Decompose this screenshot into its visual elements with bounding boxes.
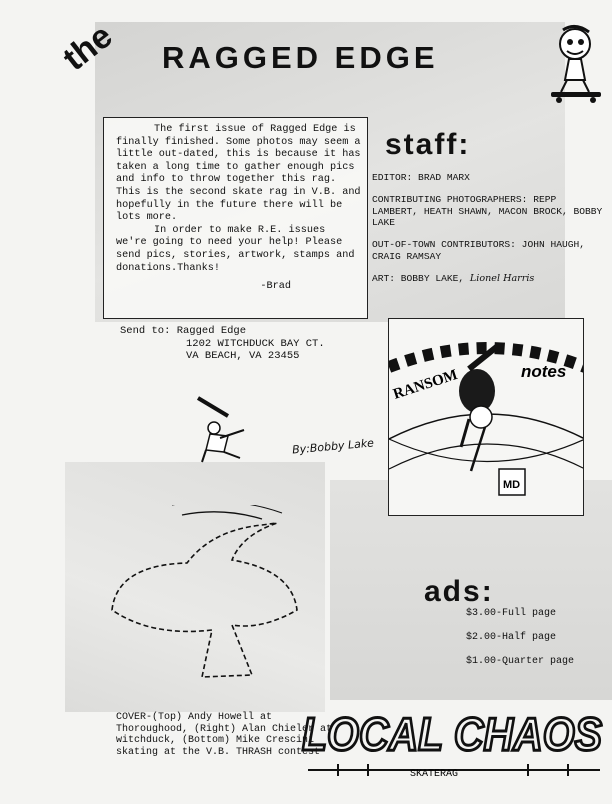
intro-paragraph-2: In order to make R.E. issues we're going to need your help! Please send pics, stories, artwork, stamps and donations.Thanks! [116, 224, 355, 274]
ad-rate-quarter: $1.00-Quarter page [466, 656, 575, 667]
send-to-address [120, 325, 325, 363]
staff-photographers: CONTRIBUTING PHOTOGRAPHERS: REPP LAMBERT, HEATH SHAWN, MACON BROCK, BOBBY LAKE [372, 193, 603, 229]
title-prefix: the [55, 16, 120, 79]
ads-heading: ads: [424, 575, 494, 608]
local-chaos-subtitle: SKATERAG [410, 769, 459, 780]
skater-character-icon [545, 22, 607, 104]
skater-sketch-icon [180, 392, 260, 467]
ransom-notes-drawing [388, 318, 584, 516]
intro-paragraph-1: The first issue of Ragged Edge is finally finished. Some photos may seem a little out-dated, this is because it has taken a long time to gather enough pics and info to throw together this rag. This is the second skate rag in V.B. and hopefully in the future there will be lots more. [116, 124, 361, 224]
intro-box [103, 117, 368, 319]
staff-art-label: ART: BOBBY LAKE, [372, 272, 465, 284]
ad-rate-full: $3.00-Full page [466, 608, 557, 619]
ransom-word-1: RANSOM [391, 366, 460, 403]
staff-list [372, 172, 608, 295]
send-to-line-2: 1202 WITCHDUCK BAY CT. [186, 337, 325, 350]
local-chaos-logo [298, 690, 610, 798]
local-chaos-title: LOCAL CHAOS [302, 708, 603, 760]
ads-list [466, 608, 574, 680]
intro-signature: -Brad [260, 281, 291, 293]
ransom-word-2: notes [521, 362, 567, 381]
page-title: RAGGED EDGE [162, 40, 439, 75]
staff-out-of-town: OUT-OF-TOWN CONTRIBUTORS: JOHN HAUGH, CRAIG RAMSAY [372, 239, 586, 262]
staff-art [372, 273, 608, 285]
cover-caption: COVER-(Top) Andy Howell at Thoroughood, (Right) Alan Chieler at witchduck, (Bottom) Mike Crescini skating at the V.B. THRASH contest [116, 712, 333, 758]
staff-art-handwritten: Lionel Harris [469, 272, 535, 284]
bowl-drawing [92, 505, 322, 690]
ransom-notes-illustration [389, 319, 584, 516]
send-to-line-3: VA BEACH, VA 23455 [186, 350, 300, 362]
ad-rate-half: $2.00-Half page [466, 632, 557, 643]
send-to-line-1: Send to: Ragged Edge [120, 325, 247, 337]
ransom-badge: MD [503, 479, 521, 491]
artist-byline: By:Bobby Lake [291, 436, 375, 457]
staff-heading: staff: [385, 128, 471, 161]
staff-editor: EDITOR: BRAD MARX [372, 172, 470, 183]
